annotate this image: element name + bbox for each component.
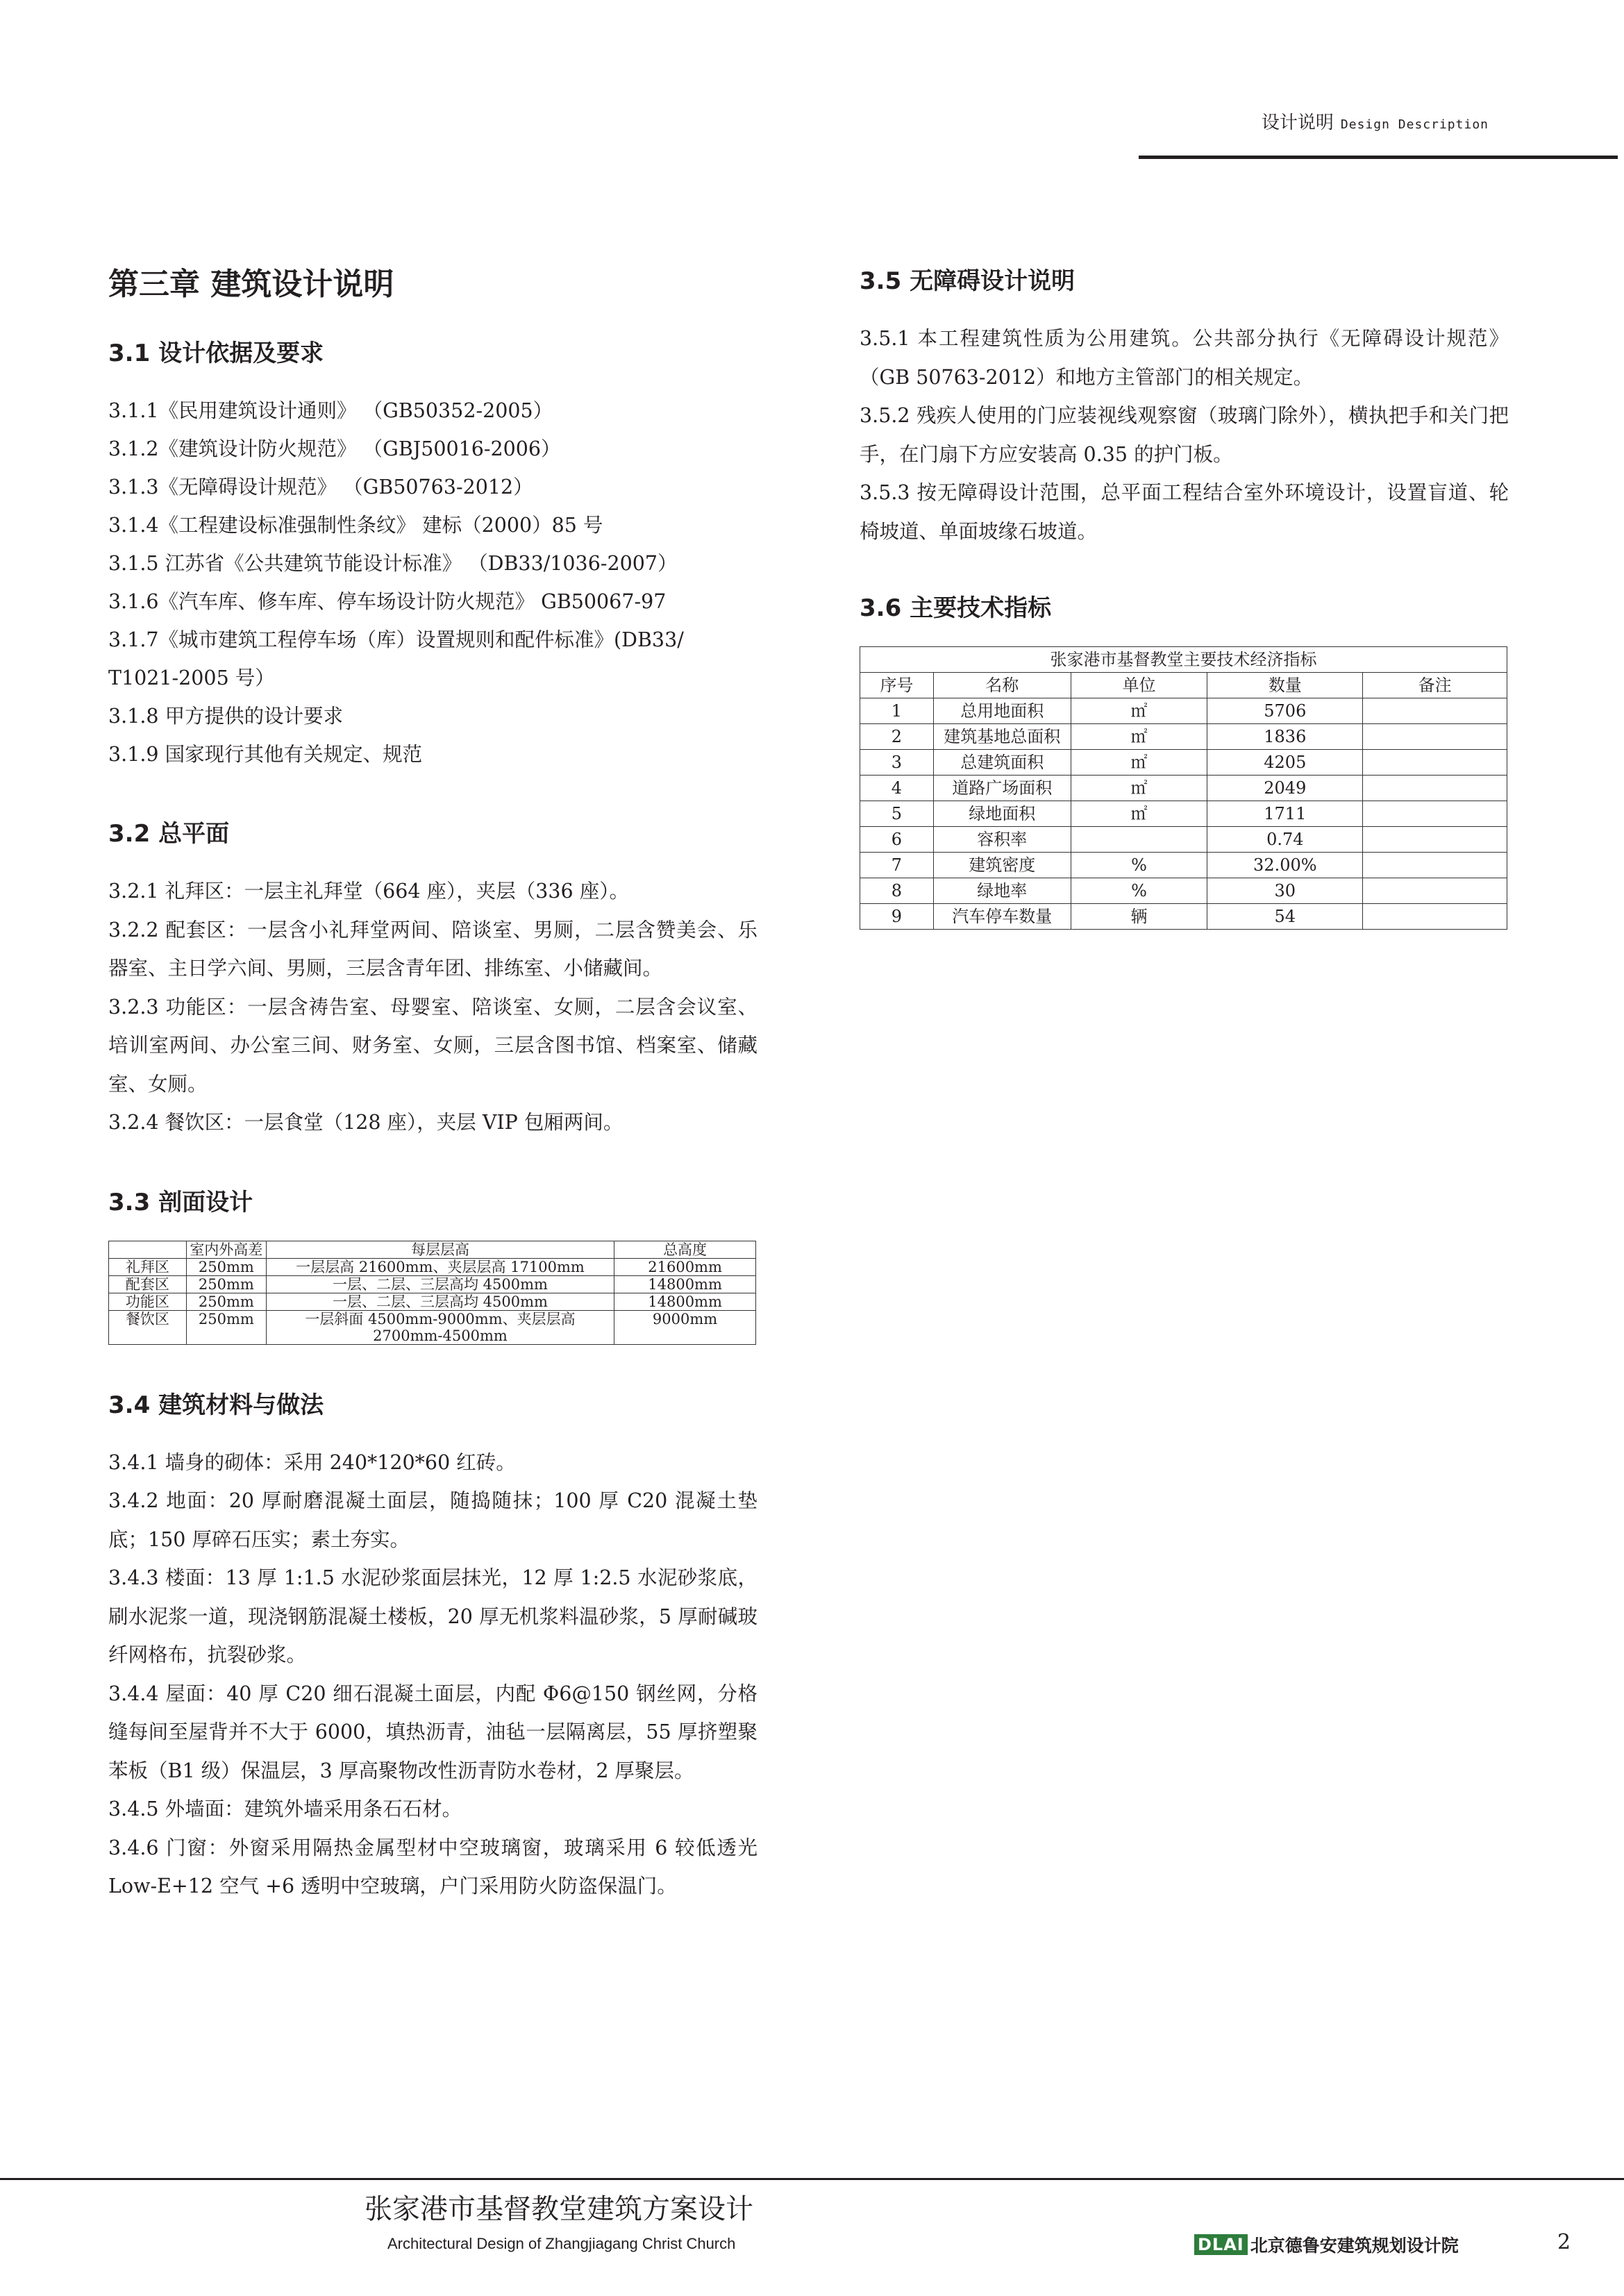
table-cell: 14800mm xyxy=(614,1275,756,1293)
technical-indicators-table xyxy=(860,646,1507,930)
table-cell: 0.74 xyxy=(1207,827,1363,853)
section-3-1 xyxy=(108,336,757,773)
section-heading: 3.6 主要技术指标 xyxy=(860,594,1052,622)
table-cell: 建筑基地总面积 xyxy=(933,724,1071,750)
paragraph: 3.5.2 残疾人使用的门应装视线观察窗（玻璃门除外），横执把手和关门把手，在门扇下方应安装高 0.35 的护门板。 xyxy=(860,404,1509,466)
table-cell: 32.00% xyxy=(1207,853,1363,878)
table-header-cell: 室内外高差 xyxy=(186,1241,266,1258)
section-heading: 3.1 设计依据及要求 xyxy=(108,340,324,367)
footer-title-cn: 张家港市基督教堂建筑方案设计 xyxy=(365,2193,753,2225)
table-cell: 绿地面积 xyxy=(933,801,1071,827)
table-cell xyxy=(1363,878,1507,904)
table-header-cell: 名称 xyxy=(933,673,1071,698)
table-cell: 14800mm xyxy=(614,1293,756,1310)
table-cell: 一层斜面 4500mm-9000mm、夹层层高 2700mm-4500mm xyxy=(266,1310,614,1344)
list-item: 3.1.9 国家现行其他有关规定、规范 xyxy=(108,743,423,766)
paragraph: 3.4.4 屋面：40 厚 C20 细石混凝土面层，内配 Φ6@150 钢丝网，分格缝每间至屋背并不大于 6000，填热沥青，油毡一层隔离层，55 厚挤塑聚苯板（B1 级）保温层，3 厚高聚物改性沥青防水卷材，2 厚聚层。 xyxy=(108,1682,757,1782)
table-cell: 4 xyxy=(860,776,934,801)
list-item: 3.1.2《建筑设计防火规范》 （GBJ50016-2006） xyxy=(108,437,561,460)
header-rule xyxy=(1139,156,1618,159)
table-header-cell xyxy=(109,1241,187,1258)
table-row xyxy=(860,827,1507,853)
table-cell: 功能区 xyxy=(109,1293,187,1310)
table-caption-row xyxy=(860,647,1507,673)
table-cell xyxy=(1363,724,1507,750)
left-column xyxy=(108,264,757,1949)
page-header xyxy=(1262,108,1489,134)
table-cell: 一层层高 21600mm、夹层层高 17100mm xyxy=(266,1258,614,1275)
table-cell: 7 xyxy=(860,853,934,878)
table-cell: 一层、二层、三层高均 4500mm xyxy=(266,1275,614,1293)
table-cell: ㎡ xyxy=(1071,698,1207,724)
section-heading: 3.3 剖面设计 xyxy=(108,1188,253,1216)
table-row xyxy=(109,1258,756,1275)
section-3-6 xyxy=(860,591,1509,930)
table-header-cell: 序号 xyxy=(860,673,934,698)
table-row xyxy=(860,698,1507,724)
section-heading: 3.5 无障碍设计说明 xyxy=(860,267,1075,295)
logo-mark: DLAI xyxy=(1194,2234,1248,2255)
section-3-5 xyxy=(860,264,1509,551)
table-row xyxy=(860,776,1507,801)
institute-name: 北京德鲁安建筑规划设计院 xyxy=(1250,2236,1459,2256)
table-cell xyxy=(1363,853,1507,878)
table-cell: 250mm xyxy=(186,1258,266,1275)
table-cell: 2049 xyxy=(1207,776,1363,801)
paragraph: 3.2.1 礼拜区：一层主礼拜堂（664 座），夹层（336 座）。 xyxy=(108,880,629,903)
table-cell: ㎡ xyxy=(1071,750,1207,776)
paragraph: 3.4.6 门窗：外窗采用隔热金属型材中空玻璃窗，玻璃采用 6 较低透光 Low-E+12 空气 +6 透明中空玻璃，户门采用防火防盗保温门。 xyxy=(108,1836,757,1897)
table-cell: 2 xyxy=(860,724,934,750)
table-cell: 总用地面积 xyxy=(933,698,1071,724)
list-item: 3.1.8 甲方提供的设计要求 xyxy=(108,705,344,728)
paragraph: 3.2.4 餐饮区：一层食堂（128 座），夹层 VIP 包厢两间。 xyxy=(108,1111,623,1134)
paragraph: 3.2.3 功能区：一层含祷告室、母婴室、陪谈室、女厕，二层含会议室、培训室两间、办公室三间、财务室、女厕，三层含图书馆、档案室、储藏室、女厕。 xyxy=(108,995,757,1096)
list-item: 3.1.5 江苏省《公共建筑节能设计标准》 （DB33/1036-2007） xyxy=(108,552,678,575)
header-title-cn: 设计说明 xyxy=(1261,112,1334,133)
table-cell: 配套区 xyxy=(109,1275,187,1293)
table-row xyxy=(860,801,1507,827)
table-cell xyxy=(1363,827,1507,853)
table-cell: % xyxy=(1071,853,1207,878)
paragraph: 3.2.2 配套区：一层含小礼拜堂两间、陪谈室、男厕，二层含赞美会、乐器室、主日学六间、男厕，三层含青年团、排练室、小储藏间。 xyxy=(108,918,757,980)
table-cell: 辆 xyxy=(1071,904,1207,930)
table-header-cell: 总高度 xyxy=(614,1241,756,1258)
table-row xyxy=(860,878,1507,904)
table-cell xyxy=(1363,698,1507,724)
table-cell: 250mm xyxy=(186,1310,266,1344)
table-cell: 4205 xyxy=(1207,750,1363,776)
table-cell: 54 xyxy=(1207,904,1363,930)
table-cell: 1836 xyxy=(1207,724,1363,750)
table-header-cell: 单位 xyxy=(1071,673,1207,698)
table-cell xyxy=(1363,776,1507,801)
section-heading: 3.4 建筑材料与做法 xyxy=(108,1391,324,1419)
footer-rule xyxy=(0,2178,1624,2180)
table-row xyxy=(860,904,1507,930)
paragraph: 3.4.5 外墙面：建筑外墙采用条石石材。 xyxy=(108,1798,462,1820)
paragraph: 3.4.1 墙身的砌体：采用 240*120*60 红砖。 xyxy=(108,1450,516,1474)
table-caption: 张家港市基督教堂主要技术经济指标 xyxy=(860,647,1507,673)
table-cell: 9 xyxy=(860,904,934,930)
table-cell: 3 xyxy=(860,750,934,776)
table-header-row xyxy=(860,673,1507,698)
table-row xyxy=(109,1275,756,1293)
table-cell xyxy=(1363,801,1507,827)
list-item: 3.1.3《无障碍设计规范》 （GB50763-2012） xyxy=(108,476,533,498)
table-cell: 8 xyxy=(860,878,934,904)
table-cell: 建筑密度 xyxy=(933,853,1071,878)
footer-title-en: Architectural Design of Zhangjiagang Christ Church xyxy=(387,2235,736,2252)
header-title-en: Design Description xyxy=(1340,117,1489,132)
paragraph: 3.4.3 楼面：13 厚 1:1.5 水泥砂浆面层抹光，12 厚 1:2.5 水泥砂浆底，刷水泥浆一道，现浇钢筋混凝土楼板，20 厚无机浆料温砂浆，5 厚耐碱玻纤网格布，抗裂砂浆。 xyxy=(108,1566,757,1666)
section-height-table xyxy=(108,1241,756,1345)
table-cell xyxy=(1071,827,1207,853)
chapter-title: 第三章 建筑设计说明 xyxy=(108,267,394,302)
paragraph: 3.4.2 地面：20 厚耐磨混凝土面层，随捣随抹；100 厚 C20 混凝土垫底；150 厚碎石压实；素土夯实。 xyxy=(108,1489,757,1551)
table-cell xyxy=(1363,750,1507,776)
table-row xyxy=(109,1310,756,1344)
table-cell: 21600mm xyxy=(614,1258,756,1275)
paragraph: 3.5.1 本工程建筑性质为公用建筑。公共部分执行《无障碍设计规范》（GB 50763-2012）和地方主管部门的相关规定。 xyxy=(860,327,1509,389)
table-cell: 一层、二层、三层高均 4500mm xyxy=(266,1293,614,1310)
list-item: 3.1.4《工程建设标准强制性条纹》 建标（2000）85 号 xyxy=(108,514,603,537)
table-cell: ㎡ xyxy=(1071,776,1207,801)
table-header-row xyxy=(109,1241,756,1258)
table-cell: ㎡ xyxy=(1071,801,1207,827)
table-row xyxy=(860,724,1507,750)
table-cell: % xyxy=(1071,878,1207,904)
table-cell: 总建筑面积 xyxy=(933,750,1071,776)
list-item: 3.1.7《城市建筑工程停车场（库）设置规则和配件标准》(DB33/ xyxy=(108,628,684,651)
page-number: 2 xyxy=(1557,2230,1571,2254)
table-cell: 250mm xyxy=(186,1275,266,1293)
section-3-2 xyxy=(108,816,757,1142)
table-cell: 250mm xyxy=(186,1293,266,1310)
table-row xyxy=(109,1293,756,1310)
table-cell: 5706 xyxy=(1207,698,1363,724)
table-cell: 1 xyxy=(860,698,934,724)
table-cell: 9000mm xyxy=(614,1310,756,1344)
table-header-cell: 每层层高 xyxy=(266,1241,614,1258)
table-cell: 绿地率 xyxy=(933,878,1071,904)
paragraph: 3.5.3 按无障碍设计范围，总平面工程结合室外环境设计，设置盲道、轮椅坡道、单面坡缘石坡道。 xyxy=(860,481,1509,543)
section-heading: 3.2 总平面 xyxy=(108,820,230,848)
table-cell xyxy=(1363,904,1507,930)
section-3-3 xyxy=(108,1185,757,1345)
right-column xyxy=(860,264,1509,973)
table-cell: 30 xyxy=(1207,878,1363,904)
table-header-cell: 数量 xyxy=(1207,673,1363,698)
list-item: T1021-2005 号） xyxy=(108,667,275,689)
table-header-cell: 备注 xyxy=(1363,673,1507,698)
table-cell: 5 xyxy=(860,801,934,827)
table-cell: ㎡ xyxy=(1071,724,1207,750)
table-cell: 礼拜区 xyxy=(109,1258,187,1275)
table-cell: 1711 xyxy=(1207,801,1363,827)
table-cell: 汽车停车数量 xyxy=(933,904,1071,930)
table-row xyxy=(860,853,1507,878)
table-cell: 道路广场面积 xyxy=(933,776,1071,801)
list-item: 3.1.6《汽车库、修车库、停车场设计防火规范》 GB50067-97 xyxy=(108,590,667,613)
section-3-4 xyxy=(108,1388,757,1906)
table-row xyxy=(860,750,1507,776)
list-item: 3.1.1《民用建筑设计通则》 （GB50352-2005） xyxy=(108,399,553,422)
table-cell: 餐饮区 xyxy=(109,1310,187,1344)
table-cell: 容积率 xyxy=(933,827,1071,853)
institute-logo xyxy=(1194,2232,1459,2257)
table-cell: 6 xyxy=(860,827,934,853)
